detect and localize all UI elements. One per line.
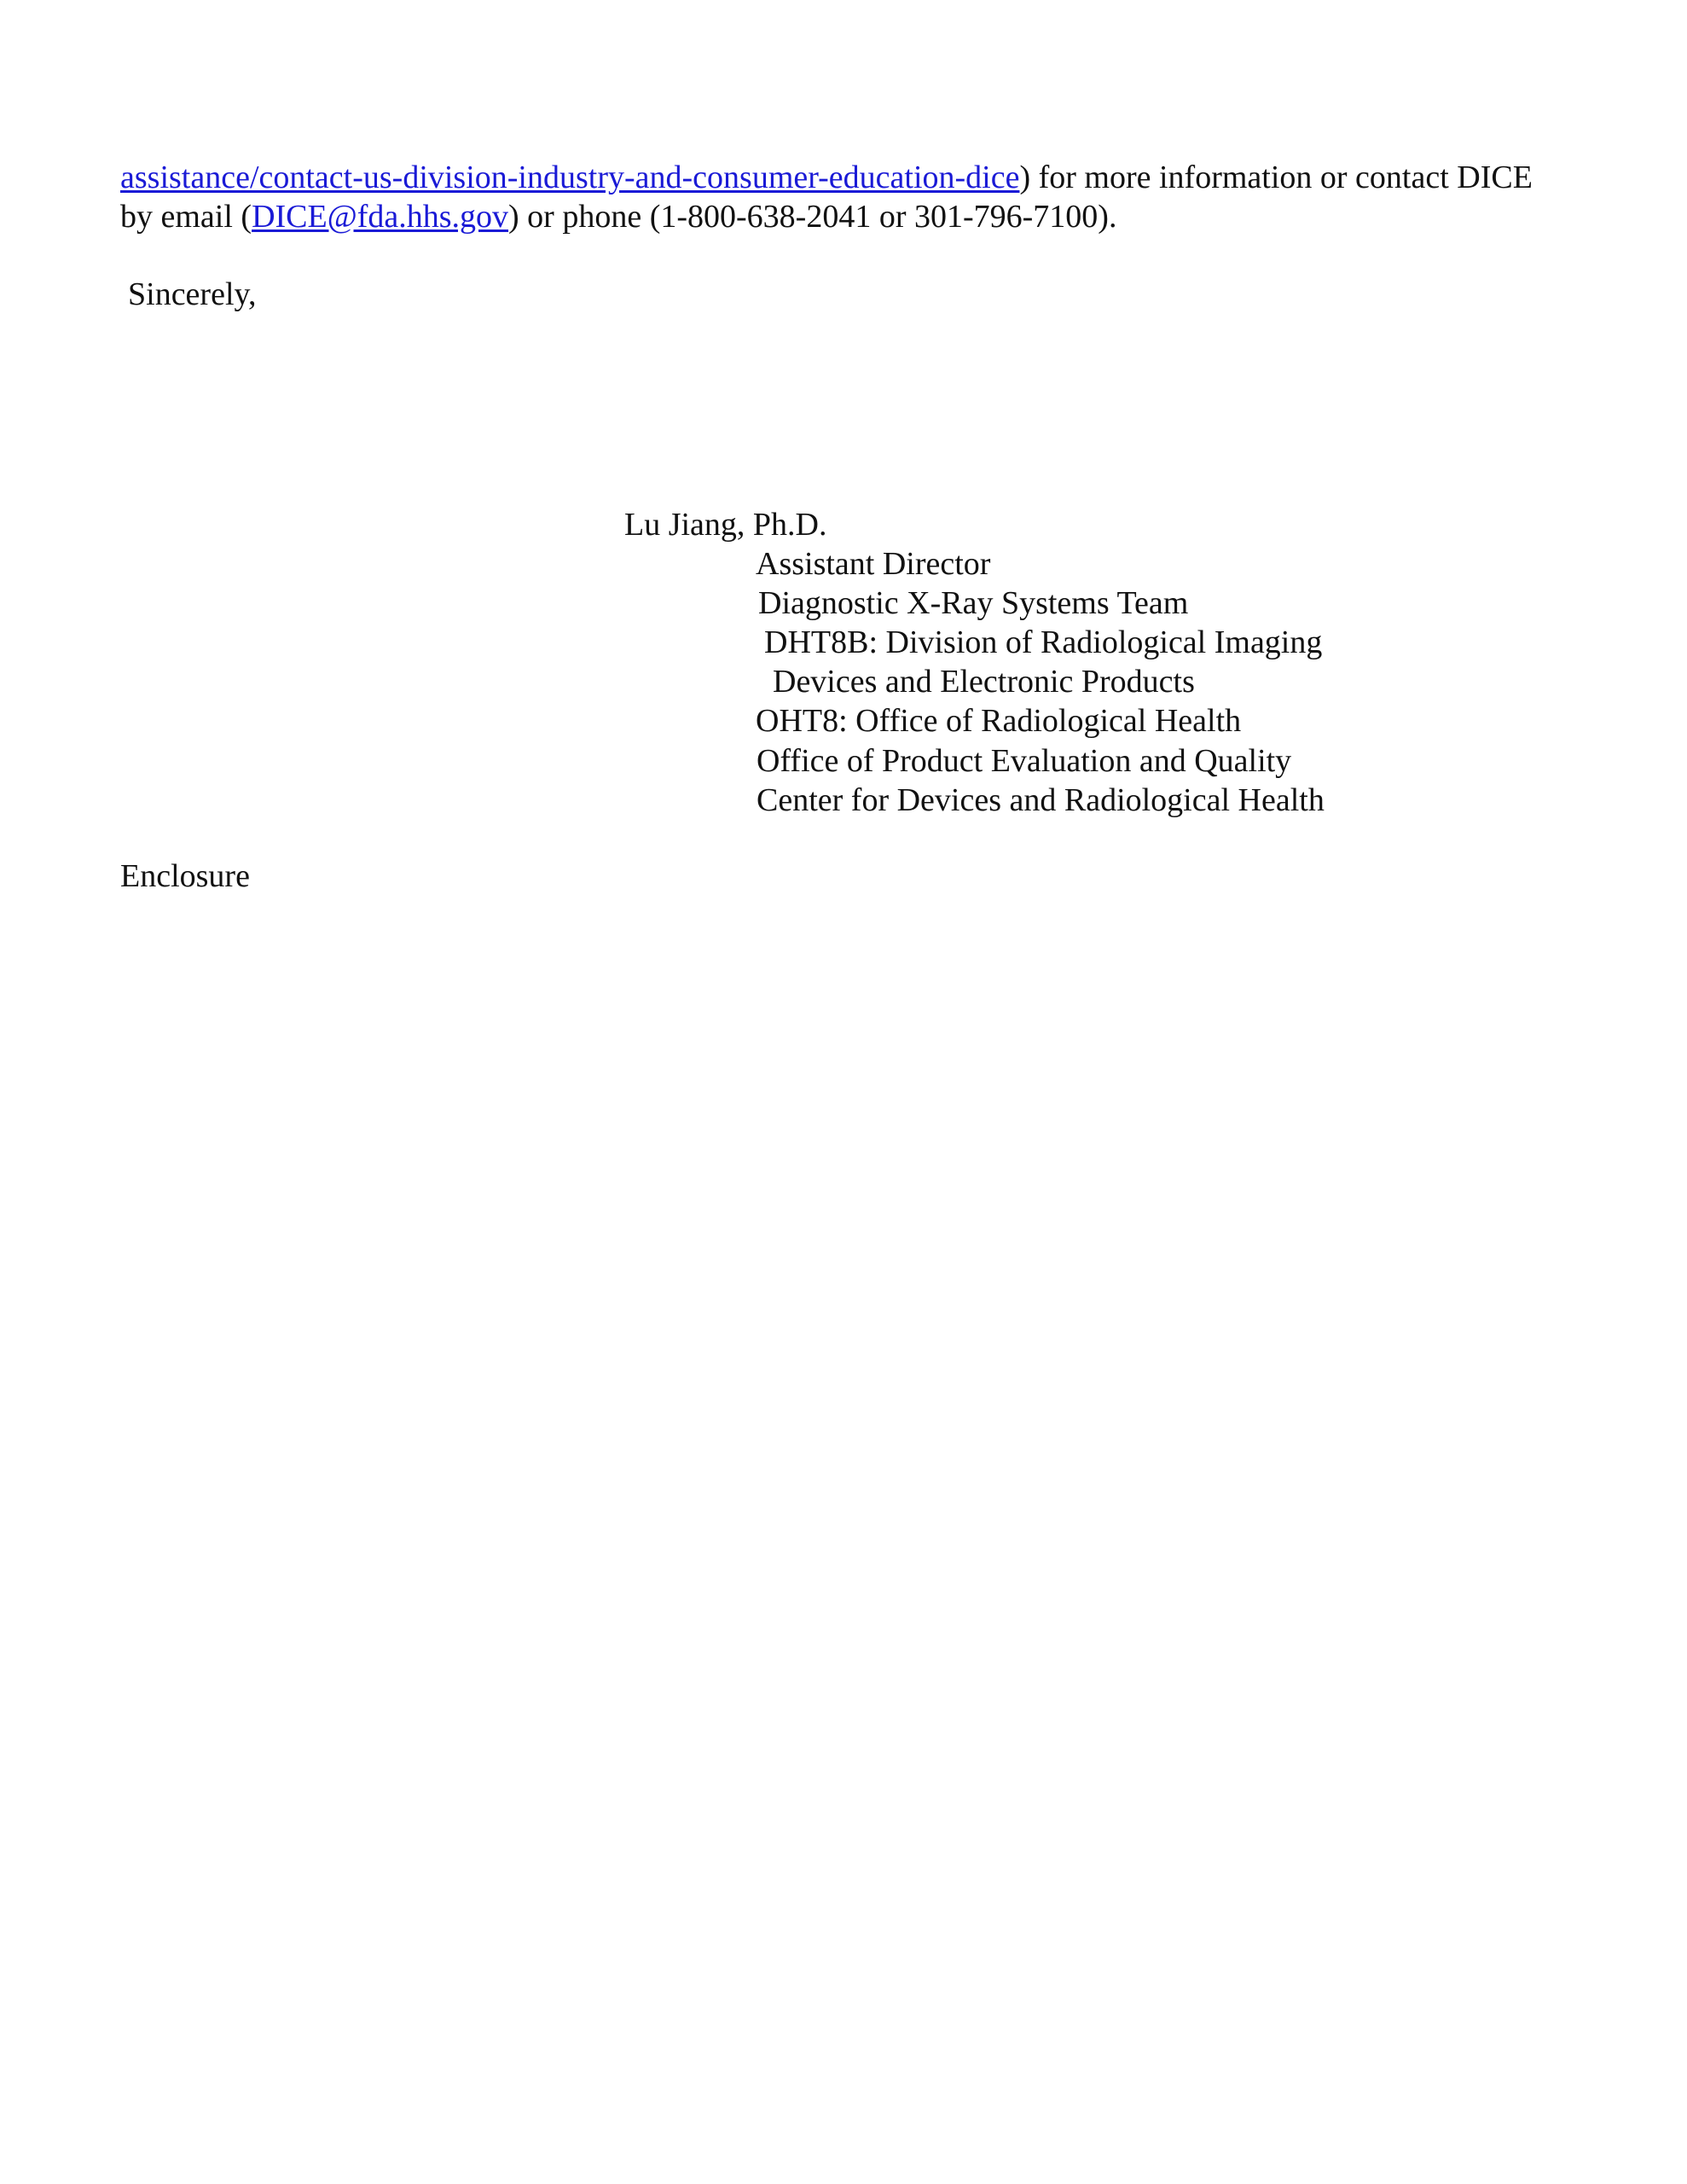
dice-email-link[interactable]: DICE@fda.hhs.gov	[252, 199, 509, 235]
paragraph-line-1-text: ) for more information or contact DICE	[1019, 160, 1533, 195]
signer-office: OHT8: Office of Radiological Health	[756, 703, 1242, 739]
signer-office-parent: Office of Product Evaluation and Quality	[757, 743, 1292, 779]
signer-team: Diagnostic X-Ray Systems Team	[758, 585, 1189, 621]
signer-name: Lu Jiang, Ph.D.	[624, 507, 827, 543]
paragraph-line-2-suffix: ) or phone (1-800-638-2041 or 301-796-7100).	[508, 199, 1117, 235]
enclosure-note: Enclosure	[120, 858, 250, 894]
paragraph-line-2-prefix: by email (	[120, 199, 252, 235]
paragraph-line-1	[120, 158, 1533, 197]
dice-contact-link[interactable]: assistance/contact-us-division-industry-and-consumer-education-dice	[120, 160, 1020, 195]
signer-center: Center for Devices and Radiological Health	[757, 782, 1325, 818]
paragraph-line-2	[120, 197, 1116, 236]
signer-title: Assistant Director	[756, 546, 991, 582]
signer-division-line-1: DHT8B: Division of Radiological Imaging	[764, 624, 1323, 660]
salutation: Sincerely,	[128, 276, 257, 312]
signer-division-line-2: Devices and Electronic Products	[773, 664, 1195, 700]
